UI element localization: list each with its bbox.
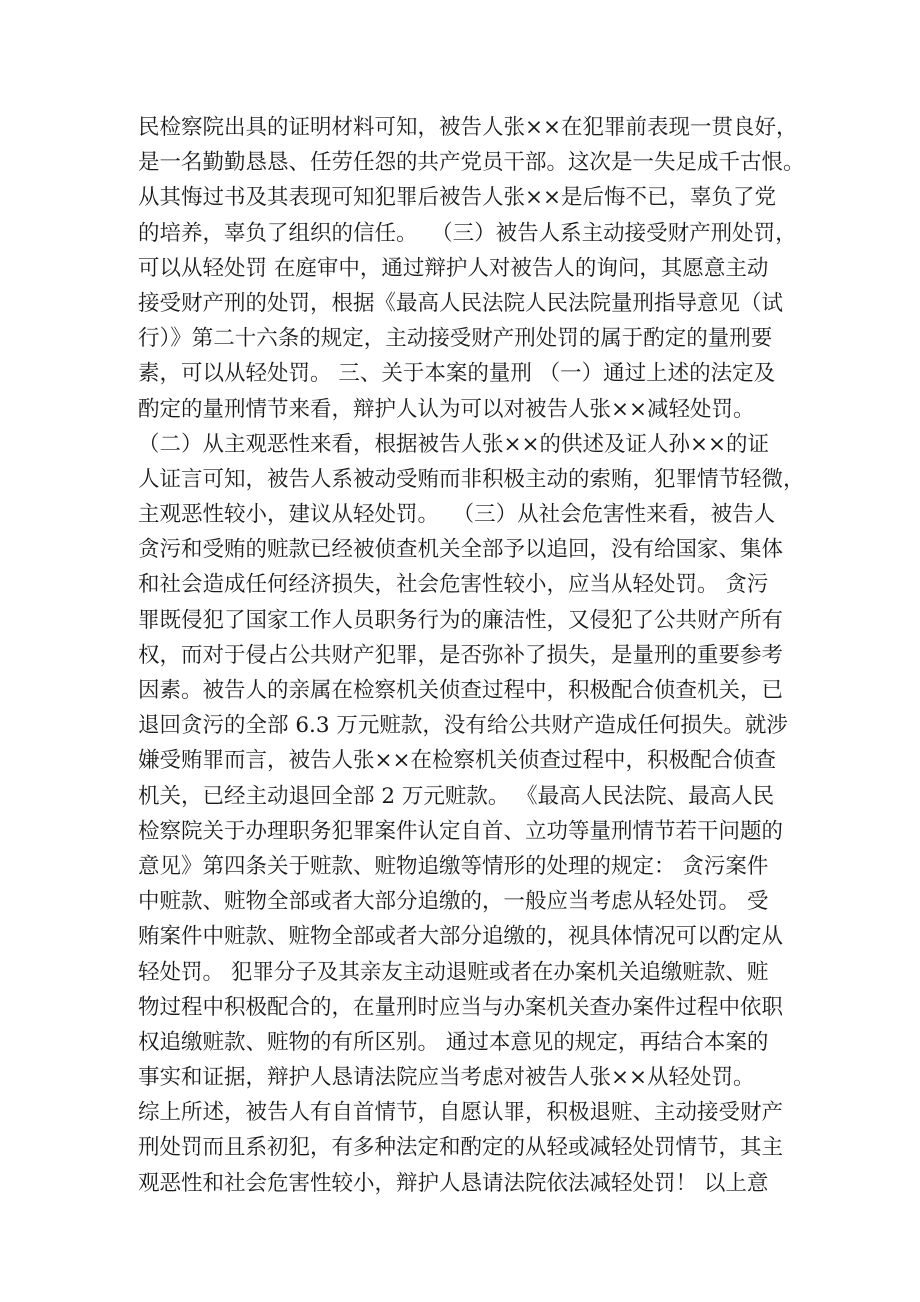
text-line: 事实和证据，辩护人恳请法院应当考虑对被告人张××从轻处罚。 [138, 1065, 755, 1091]
text-line: 贿案件中赃款、赃物全部或者大部分追缴的，视具体情况可以酌定从 [138, 924, 784, 950]
text-line: 的培养，辜负了组织的信任。 （三）被告人系主动接受财产刑处罚， [138, 220, 797, 246]
text-line: 从其悔过书及其表现可知犯罪后被告人张××是后悔不已，辜负了党 [138, 185, 777, 211]
text-line: 权追缴赃款、赃物的有所区别。 通过本意见的规定，再结合本案的 [138, 1029, 769, 1055]
text-line: 和社会造成任何经济损失，社会危害性较小，应当从轻处罚。 贪污 [138, 572, 769, 598]
text-line: 接受财产刑的处罚，根据《最高人民法院人民法院量刑指导意见（试 [138, 290, 784, 316]
text-line: 轻处罚。 犯罪分子及其亲友主动退赃或者在办案机关追缴赃款、赃 [138, 959, 769, 985]
text-line: 酌定的量刑情节来看，辩护人认为可以对被告人张××减轻处罚。 [138, 396, 755, 422]
text-line: 机关，已经主动退回全部 2 万元赃款。 《最高人民法院、最高人民 [138, 783, 775, 809]
text-line: 嫌受贿罪而言，被告人张××在检察机关侦查过程中，积极配合侦查 [138, 748, 777, 774]
text-line: 权，而对于侵占公共财产犯罪，是否弥补了损失，是量刑的重要参考 [138, 642, 784, 668]
text-line: 罪既侵犯了国家工作人员职务行为的廉洁性，又侵犯了公共财产所有 [138, 607, 784, 633]
text-line: 刑处罚而且系初犯，有多种法定和酌定的从轻或减轻处罚情节，其主 [138, 1135, 784, 1161]
text-line: 退回贪污的全部 6.3 万元赃款，没有给公共财产造成任何损失。就涉 [138, 713, 788, 739]
text-line: 人证言可知，被告人系被动受贿而非积极主动的索贿，犯罪情节轻微， [138, 466, 805, 492]
text-line: 是一名勤勤恳恳、任劳任怨的共产党员干部。这次是一失足成千古恨。 [138, 150, 805, 176]
text-line: 可以从轻处罚 在庭审中，通过辩护人对被告人的询问，其愿意主动 [138, 255, 769, 281]
text-line: 观恶性和社会危害性较小，辩护人恳请法院依法减轻处罚！ 以上意 [138, 1170, 769, 1196]
text-line: 素，可以从轻处罚。 三、关于本案的量刑 （一）通过上述的法定及 [138, 361, 776, 387]
text-line: 检察院关于办理职务犯罪案件认定自首、立功等量刑情节若干问题的 [138, 818, 784, 844]
text-line: 贪污和受贿的赃款已经被侦查机关全部予以追回，没有给国家、集体 [138, 537, 784, 563]
text-line: 因素。被告人的亲属在检察机关侦查过程中，积极配合侦查机关，已 [138, 678, 784, 703]
text-line: （二）从主观恶性来看，根据被告人张××的供述及证人孙××的证 [138, 431, 770, 457]
body-text [138, 110, 805, 1201]
text-line: 民检察院出具的证明材料可知，被告人张××在犯罪前表现一贯良好， [138, 115, 798, 140]
text-line: 行）》第二十六条的规定，主动接受财产刑处罚的属于酌定的量刑要 [138, 326, 773, 352]
text-line: 综上所述，被告人有自首情节，自愿认罪，积极退赃、主动接受财产 [138, 1100, 784, 1126]
text-line: 主观恶性较小，建议从轻处罚。 （三）从社会危害性来看，被告人 [138, 502, 776, 528]
text-line: 意见》第四条关于赃款、赃物追缴等情形的处理的规定： 贪污案件 [138, 853, 769, 879]
text-line: 中赃款、赃物全部或者大部分追缴的，一般应当考虑从轻处罚。 受 [138, 889, 769, 915]
text-line: 物过程中积极配合的，在量刑时应当与办案机关查办案件过程中依职 [138, 994, 784, 1020]
